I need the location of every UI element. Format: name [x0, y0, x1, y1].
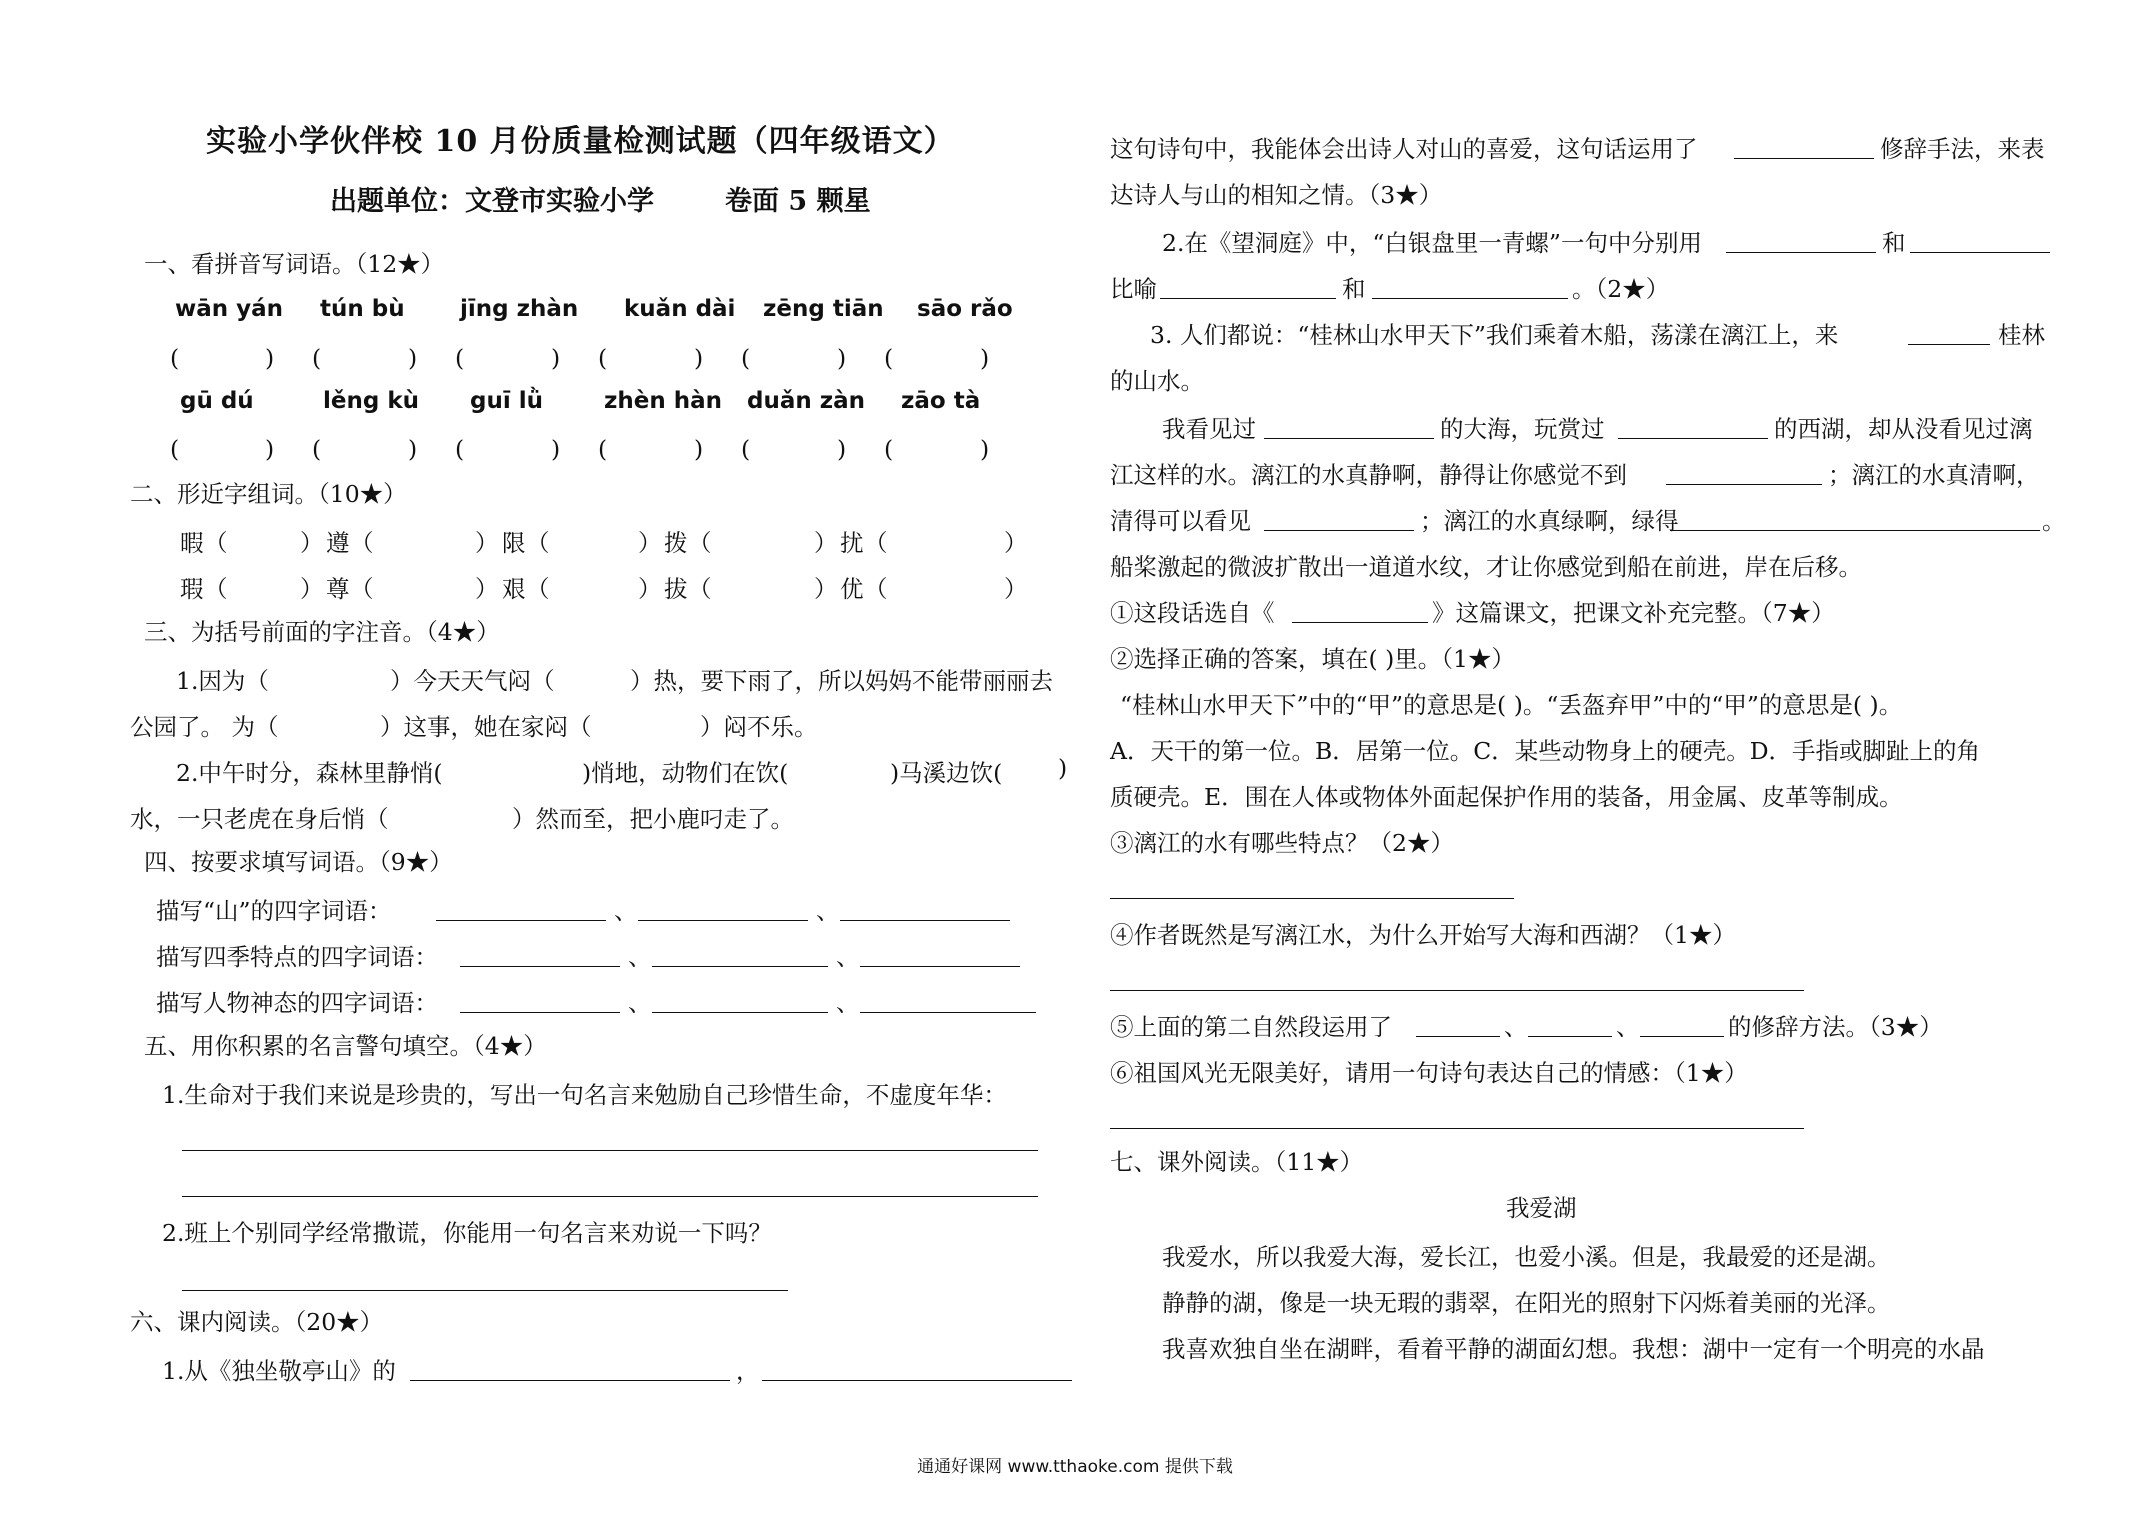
section-5-heading: 五、用你积累的名言警句填空。（4★）	[144, 1032, 547, 1060]
fill-blank[interactable]	[1264, 530, 1414, 531]
fill-blank[interactable]	[460, 1012, 620, 1013]
pinyin-8: lěng kù	[323, 388, 419, 414]
pinyin-1: wān yán	[175, 296, 284, 322]
page-title: 实验小学伙伴校 10 月份质量检测试题（四年级语文）	[206, 124, 955, 159]
fill-blank[interactable]	[1372, 298, 1568, 299]
fill-blank[interactable]	[436, 920, 606, 921]
story-paragraph-1: 我爱水，所以我爱大海，爱长江，也爱小溪。但是，我最爱的还是湖。	[1162, 1243, 1891, 1271]
answer-line[interactable]	[1110, 898, 1514, 899]
fill-blank[interactable]	[1160, 298, 1336, 299]
section-4-heading: 四、按要求填写词语。（9★）	[144, 848, 453, 876]
pinyin-2: tún bù	[320, 296, 405, 322]
fill-blank[interactable]	[1528, 1036, 1612, 1037]
answer-line[interactable]	[182, 1290, 788, 1291]
fill-blank[interactable]	[410, 1380, 730, 1381]
story-paragraph-3: 我喜欢独自坐在湖畔，看着平静的湖面幻想。我想：湖中一定有一个明亮的水晶	[1162, 1335, 1985, 1363]
fill-blank[interactable]	[1666, 484, 1822, 485]
fill-blank[interactable]	[1416, 1036, 1500, 1037]
pinyin-4: kuǎn dài	[624, 296, 736, 322]
fill-blank[interactable]	[1292, 622, 1428, 623]
pinyin-6: sāo rǎo	[917, 296, 1013, 322]
answer-line[interactable]	[1110, 990, 1804, 991]
pinyin-10: zhèn hàn	[604, 388, 723, 414]
fill-blank[interactable]	[638, 920, 808, 921]
story-paragraph-2: 静静的湖，像是一块无瑕的翡翠，在阳光的照射下闪烁着美丽的光泽。	[1162, 1289, 1891, 1317]
pinyin-3: jīng zhàn	[460, 296, 579, 322]
fill-blank[interactable]	[840, 920, 1010, 921]
fill-blank[interactable]	[652, 1012, 828, 1013]
quote-question-2: 2.班上个别同学经常撒谎，你能用一句名言来劝说一下吗？	[162, 1219, 772, 1247]
exam-page: 实验小学伙伴校 10 月份质量检测试题（四年级语文） 出题单位：文登市实验小学 卷面 5 颗星 一、看拼音写词语。（12★） wān yán tún bù jīng zhàn kuǎn dài zēng tiān sāo rǎo ( ) ( ) ( ) ( ) ( ) ( ) gū dú lěng kù guī lǜ zhèn hàn duǎn zàn zāo tà ( ) ( ) ( ) ( ) ( ) ( ) 二、形近字组词。（10★） 暇 （ ） 遵 （ ） 限 （ ） 拨 （ ） 扰 （ ） 瑕 （ ） 尊 （ ） 艰 （ ） 拔 （ ） 优 （ ） 三、为括号前面的字注音。（4★） 1.因为（ ）今天天气闷（ ）热，要下雨了，所以妈妈不能带丽丽去 公园了。 为（ ）这事，她在家闷（ ）闷不乐。 2.中午时分，森林里静悄( )悄地，动物们在饮( )马溪边饮( ) 水，一只老虎在身后悄（ ）然而至，把小鹿叼走了。 四、按要求填写词语。（9★） 描写“山”的四字词语： 、 、 描写四季特点的四字词语： 、 、 描写人物神态的四字词语： 、 、 五、用你积累的名言警句填空。（4★） 1.生命对于我们来说是珍贵的，写出一句名言来勉励自己珍惜生命，不虚度年华： 2.班上个别同学经常撒谎，你能用一句名言来劝说一下吗？ 六、课内阅读。（20★） 1.从《独坐敬亭山》的 ， 这句诗句中，我能体会出诗人对山的喜爱，这句话运用了 修辞手法，来表 达诗人与山的相知之情。（3★） 2.在《望洞庭》中，“白银盘里一青螺”一句中分别用 和 比喻 和 。（2★） 3. 人们都说：“桂林山水甲天下”我们乘着木船，荡漾在漓江上，来 桂林 的山水。 我看见过 的大海，玩赏过 的西湖，却从没看见过漓 江这样的水。漓江的水真静啊，静得让你感觉不到 ；漓江的水真清啊， 清得可以看见 ；漓江的水真绿啊，绿得 。 船桨激起的微波扩散出一道道水纹，才让你感觉到船在前进，岸在后移。 ①这段话选自《 》这篇课文，把课文补充完整。（7★） ②选择正确的答案，填在( )里。（1★） “桂林山水甲天下”中的“甲”的意思是( )。“丢盔弃甲”中的“甲”的意思是( )。 A．天干的第一位。B．居第一位。C．某些动物身上的硬壳。D．手指或脚趾上的角 质硬壳。E．围在人体或物体外面起保护作用的装备，用金属、皮革等制成。 ③漓江的水有哪些特点？（2★） ④作者既然是写漓江水，为什么开始写大海和西湖？（1★） ⑤上面的第二自然段运用了 、 、 的修辞方法。（3★） ⑥祖国风光无限美好，请用一句诗句表达自己的情感：（1★） 七、课外阅读。（11★） 我爱湖 我爱水，所以我爱大海，爱长江，也爱小溪。但是，我最爱的还是湖。 静静的湖，像是一块无瑕的翡翠，在阳光的照射下闪烁着美丽的光泽。 我喜欢独自坐在湖畔，看着平静的湖面幻想。我想：湖中一定有一个明亮的水晶 通通好课网 www.tthaoke.com 提供下载	[0, 0, 2150, 1518]
answer-line[interactable]	[182, 1150, 1038, 1151]
quote-question-1: 1.生命对于我们来说是珍贵的，写出一句名言来勉励自己珍惜生命，不虚度年华：	[162, 1081, 1007, 1109]
fill-blank[interactable]	[1726, 252, 1876, 253]
fill-blank[interactable]	[762, 1380, 1072, 1381]
pinyin-12: zāo tà	[901, 388, 981, 414]
fill-blank[interactable]	[860, 1012, 1036, 1013]
footer-credit: 通通好课网 www.tthaoke.com 提供下载	[917, 1457, 1233, 1477]
fill-blank[interactable]	[860, 966, 1020, 967]
fill-blank[interactable]	[652, 966, 828, 967]
fill-blank[interactable]	[460, 966, 620, 967]
fill-blank[interactable]	[1910, 252, 2050, 253]
section-6-heading: 六、课内阅读。（20★）	[130, 1308, 384, 1336]
fill-blank[interactable]	[1640, 1036, 1724, 1037]
answer-line[interactable]	[182, 1196, 1038, 1197]
pinyin-9: guī lǜ	[470, 388, 543, 414]
pinyin-7: gū dú	[180, 388, 254, 414]
fill-blank[interactable]	[1734, 158, 1874, 159]
subtitle-stars: 卷面 5 颗星	[725, 186, 871, 217]
section-2-heading: 二、形近字组词。（10★）	[130, 480, 407, 508]
fill-blank[interactable]	[1618, 438, 1768, 439]
section-7-heading: 七、课外阅读。（11★）	[1110, 1148, 1364, 1176]
pinyin-11: duǎn zàn	[747, 388, 866, 414]
section-3-heading: 三、为括号前面的字注音。（4★）	[144, 618, 500, 646]
story-title: 我爱湖	[1506, 1194, 1577, 1222]
fill-blank[interactable]	[1264, 438, 1434, 439]
section-1-heading: 一、看拼音写词语。（12★）	[144, 250, 445, 278]
answer-line[interactable]	[1110, 1128, 1804, 1129]
subtitle-unit: 出题单位：文登市实验小学	[330, 186, 654, 217]
fill-blank[interactable]	[1908, 344, 1990, 345]
fill-blank[interactable]	[1670, 530, 2040, 531]
pinyin-5: zēng tiān	[763, 296, 884, 322]
